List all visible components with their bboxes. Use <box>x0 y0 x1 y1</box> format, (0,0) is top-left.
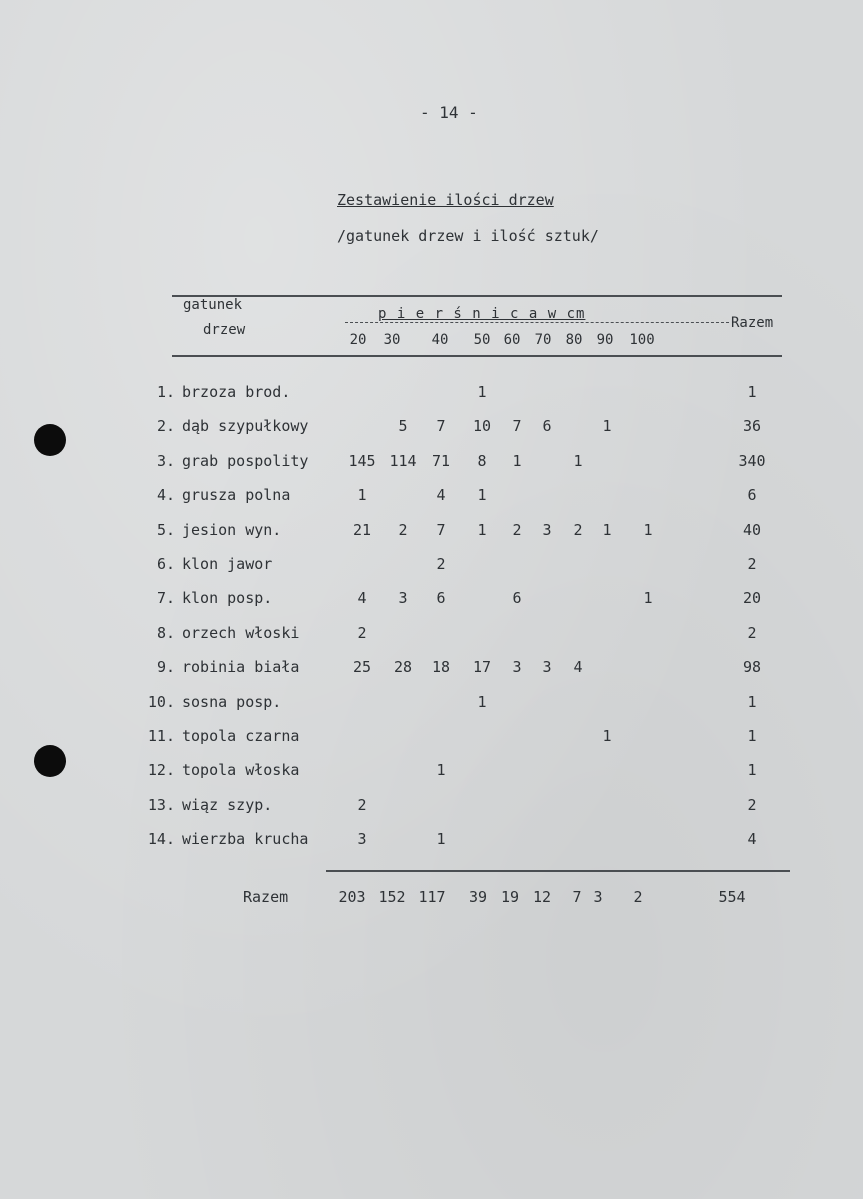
species-name: dąb szypułkowy <box>182 417 309 436</box>
sum-cell: 152 <box>378 888 406 906</box>
table-top-rule <box>172 295 782 297</box>
species-name: topola czarna <box>182 727 300 745</box>
sum-label: Razem <box>243 888 289 906</box>
count-cell: 4 <box>357 589 367 608</box>
count-cell: 1 <box>477 520 487 539</box>
row-total: 6 <box>747 486 757 505</box>
count-cell: 17 <box>472 658 492 677</box>
species-name: wierzba krucha <box>182 830 309 849</box>
sum-cell: 203 <box>338 888 366 906</box>
count-cell: 1 <box>643 589 653 608</box>
species-name: brzoza brod. <box>182 383 291 401</box>
species-name: jesion wyn. <box>182 520 282 539</box>
header-species-line1: gatunek <box>183 297 243 313</box>
count-cell: 1 <box>602 417 612 436</box>
row-number: 1. <box>156 383 175 401</box>
row-number: 9. <box>156 658 175 677</box>
row-total: 1 <box>747 727 757 745</box>
count-cell: 3 <box>542 520 552 539</box>
count-cell: 1 <box>573 451 583 470</box>
count-cell: 1 <box>512 451 522 470</box>
page-number: - 14 - <box>420 103 478 122</box>
count-cell: 6 <box>436 589 446 608</box>
header-total: Razem <box>731 315 774 331</box>
row-number: 10. <box>147 692 175 711</box>
header-species-line2: drzew <box>203 322 246 338</box>
count-cell: 4 <box>573 658 583 677</box>
count-cell: 10 <box>472 417 492 436</box>
count-cell: 1 <box>643 520 653 539</box>
count-cell: 1 <box>357 486 367 505</box>
row-total: 2 <box>747 795 757 814</box>
row-total: 98 <box>742 658 762 677</box>
species-name: grab pospolity <box>182 451 309 470</box>
punch-hole <box>34 424 66 456</box>
count-cell: 1 <box>436 761 446 780</box>
punch-hole <box>34 745 66 777</box>
sum-cell: 12 <box>532 888 552 906</box>
count-cell: 2 <box>398 520 408 539</box>
row-number: 3. <box>156 451 175 470</box>
count-cell: 2 <box>436 555 446 573</box>
diameter-class-header: 50 <box>473 332 491 348</box>
row-number: 4. <box>156 486 175 505</box>
species-name: sosna posp. <box>182 692 282 711</box>
row-number: 7. <box>156 589 175 608</box>
count-cell: 25 <box>352 658 372 677</box>
grand-total: 554 <box>718 888 746 906</box>
row-number: 2. <box>156 417 175 436</box>
diameter-class-header: 30 <box>383 332 401 348</box>
species-name: wiąz szyp. <box>182 795 273 814</box>
count-cell: 8 <box>477 451 487 470</box>
species-name: orzech włoski <box>182 623 300 642</box>
species-name: grusza polna <box>182 486 291 505</box>
count-cell: 6 <box>512 589 522 608</box>
row-number: 5. <box>156 520 175 539</box>
diameter-class-header: 60 <box>503 332 521 348</box>
document-subtitle: /gatunek drzew i ilość sztuk/ <box>337 227 599 245</box>
count-cell: 5 <box>398 417 408 436</box>
row-total: 340 <box>738 451 766 470</box>
sum-cell: 7 <box>572 888 582 906</box>
row-total: 1 <box>747 692 757 711</box>
row-number: 12. <box>147 761 175 780</box>
row-total: 4 <box>747 830 757 849</box>
count-cell: 6 <box>542 417 552 436</box>
count-cell: 2 <box>512 520 522 539</box>
count-cell: 3 <box>357 830 367 849</box>
species-name: klon posp. <box>182 589 273 608</box>
count-cell: 21 <box>352 520 372 539</box>
count-cell: 145 <box>348 451 376 470</box>
row-number: 13. <box>147 795 175 814</box>
count-cell: 1 <box>477 383 487 401</box>
diameter-class-header: 80 <box>565 332 583 348</box>
sum-cell: 2 <box>633 888 643 906</box>
count-cell: 2 <box>357 623 367 642</box>
count-cell: 28 <box>393 658 413 677</box>
row-total: 40 <box>742 520 762 539</box>
row-number: 14. <box>147 830 175 849</box>
species-name: topola włoska <box>182 761 300 780</box>
row-total: 20 <box>742 589 762 608</box>
count-cell: 71 <box>431 451 451 470</box>
diameter-class-header: 70 <box>534 332 552 348</box>
count-cell: 2 <box>357 795 367 814</box>
document-title: Zestawienie ilości drzew <box>337 191 554 209</box>
row-total: 2 <box>747 623 757 642</box>
table-sum-rule <box>326 870 790 872</box>
sum-cell: 117 <box>418 888 446 906</box>
count-cell: 18 <box>431 658 451 677</box>
diameter-class-header: 90 <box>596 332 614 348</box>
diameter-class-header: 40 <box>431 332 449 348</box>
count-cell: 1 <box>602 520 612 539</box>
sum-cell: 19 <box>500 888 520 906</box>
count-cell: 7 <box>436 520 446 539</box>
row-number: 6. <box>156 555 175 573</box>
header-diameter-group: p i e r ś n i c a w cm <box>378 306 586 322</box>
count-cell: 7 <box>512 417 522 436</box>
row-total: 2 <box>747 555 757 573</box>
row-total: 36 <box>742 417 762 436</box>
species-name: robinia biała <box>182 658 300 677</box>
count-cell: 3 <box>512 658 522 677</box>
count-cell: 114 <box>389 451 417 470</box>
sum-cell: 39 <box>468 888 488 906</box>
diameter-class-header: 20 <box>349 332 367 348</box>
table-header-rule <box>172 355 782 357</box>
count-cell: 2 <box>573 520 583 539</box>
row-number: 8. <box>156 623 175 642</box>
count-cell: 1 <box>436 830 446 849</box>
row-total: 1 <box>747 383 757 401</box>
sum-cell: 3 <box>593 888 603 906</box>
count-cell: 4 <box>436 486 446 505</box>
diameter-class-header: 100 <box>629 332 655 348</box>
row-number: 11. <box>147 727 175 745</box>
row-total: 1 <box>747 761 757 780</box>
count-cell: 7 <box>436 417 446 436</box>
species-name: klon jawor <box>182 555 273 573</box>
count-cell: 1 <box>477 692 487 711</box>
count-cell: 3 <box>542 658 552 677</box>
header-group-dashed-line <box>345 322 729 323</box>
count-cell: 3 <box>398 589 408 608</box>
count-cell: 1 <box>477 486 487 505</box>
count-cell: 1 <box>602 727 612 745</box>
